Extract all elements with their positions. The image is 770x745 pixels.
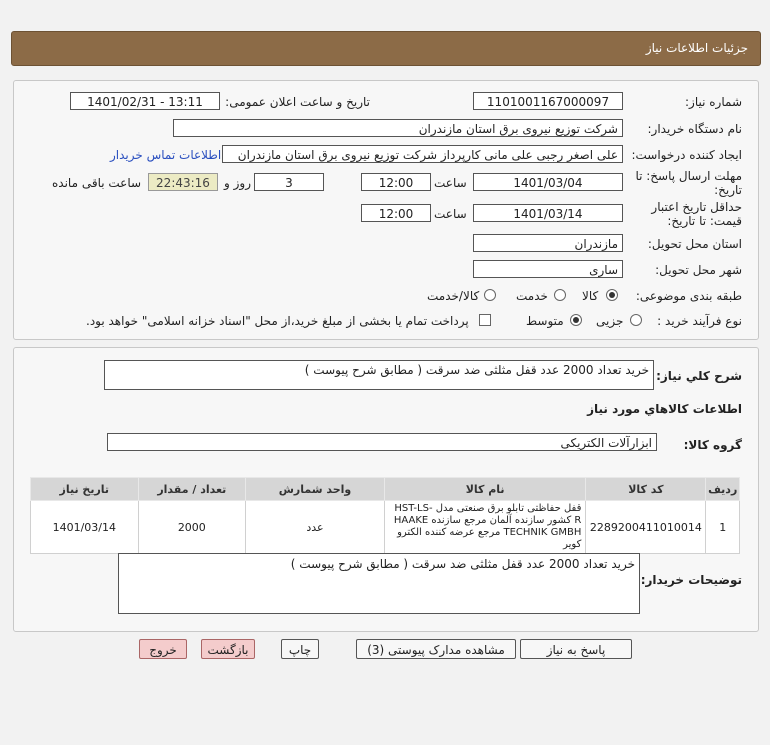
announce-label: تاریخ و ساعت اعلان عمومی: — [225, 95, 370, 109]
buyer-contact-link[interactable]: اطلاعات تماس خریدار — [110, 148, 222, 162]
reply-button[interactable]: پاسخ به نیاز — [520, 639, 632, 659]
col-qty: تعداد / مقدار — [138, 478, 246, 501]
attachments-button[interactable]: مشاهده مدارک پیوستی (3) — [356, 639, 516, 659]
back-button[interactable]: بازگشت — [201, 639, 255, 659]
city-field: ساری — [473, 260, 623, 278]
days-label: روز و — [224, 176, 251, 190]
category-option-goods: کالا — [582, 289, 599, 303]
validity-label: حداقل تاریخ اعتبار — [651, 200, 742, 214]
announce-field: 1401/02/31 - 13:11 — [70, 92, 220, 110]
creator-field: علی اصغر رجبی علی مانی کارپرداز شرکت توزیع نیروی برق استان مازندران — [222, 145, 623, 163]
process-label: نوع فرآیند خرید : — [657, 314, 742, 328]
category-option-service: خدمت — [516, 289, 548, 303]
row-date: 1401/03/14 — [31, 501, 139, 554]
row-qty: 2000 — [138, 501, 246, 554]
remaining-time-field: 22:43:16 — [148, 173, 218, 191]
row-index: 1 — [706, 501, 740, 554]
col-date: تاریخ نیاز — [31, 478, 139, 501]
print-button[interactable]: چاپ — [281, 639, 319, 659]
buyer-notes-field: خرید تعداد 2000 عدد قفل مثلثی ضد سرقت ( مطابق شرح پیوست ) — [118, 553, 640, 614]
remaining-label: ساعت باقی مانده — [52, 176, 142, 190]
validity-label-2: قیمت: تا تاریخ: — [667, 214, 742, 228]
category-option-goods-service: کالا/خدمت — [427, 289, 480, 303]
deadline-label: مهلت ارسال پاسخ: تا — [635, 169, 742, 183]
goods-table — [30, 477, 740, 554]
goods-info-title: اطلاعات کالاهاي مورد نياز — [587, 402, 742, 416]
row-unit: عدد — [246, 501, 385, 554]
validity-date-field: 1401/03/14 — [473, 204, 623, 222]
goods-group-field: ابزارآلات الکتریکی — [107, 433, 657, 451]
treasury-payment-note: پرداخت تمام یا بخشی از مبلغ خرید،از محل "اسناد خزانه اسلامی" خواهد بود. — [86, 314, 469, 328]
page-header — [11, 31, 761, 66]
table-row — [31, 501, 740, 554]
process-radio-medium[interactable] — [570, 314, 582, 326]
category-label: طبقه بندی موضوعی: — [635, 289, 742, 303]
process-option-medium: متوسط — [526, 314, 564, 328]
process-radio-minor[interactable] — [630, 314, 642, 326]
deadline-time-label: ساعت — [434, 176, 467, 190]
col-row: ردیف — [706, 478, 740, 501]
province-label: استان محل تحویل: — [647, 237, 742, 251]
province-field: مازندران — [473, 234, 623, 252]
exit-button[interactable]: خروج — [139, 639, 187, 659]
category-radio-goods-service[interactable] — [484, 289, 496, 301]
goods-group-label: گروه کالا: — [683, 438, 742, 452]
creator-label: ایجاد کننده درخواست: — [631, 148, 742, 162]
row-name: قفل حفاظتی تابلو برق صنعتی مدل HST-LS-R کشور سازنده آلمان مرجع سازنده HAAKE TECHNIK GMBH مرجع عرضه کننده الکترو کویر — [384, 501, 585, 554]
buyer-notes-label: توضیحات خریدار: — [640, 573, 742, 587]
city-label: شهر محل تحویل: — [655, 263, 742, 277]
treasury-payment-checkbox[interactable] — [479, 314, 491, 326]
col-unit: واحد شمارش — [246, 478, 385, 501]
category-radio-service[interactable] — [554, 289, 566, 301]
summary-field: خرید تعداد 2000 عدد قفل مثلثی ضد سرقت ( مطابق شرح پیوست ) — [104, 360, 654, 390]
col-name: نام کالا — [384, 478, 585, 501]
deadline-date-field: 1401/03/04 — [473, 173, 623, 191]
row-code: 2289200411010014 — [586, 501, 706, 554]
category-radio-goods[interactable] — [606, 289, 618, 301]
need-number-label: شماره نیاز: — [685, 95, 742, 109]
process-option-minor: جزیی — [596, 314, 624, 328]
validity-time-label: ساعت — [434, 207, 467, 221]
need-number-field: 1101001167000097 — [473, 92, 623, 110]
validity-time-field: 12:00 — [361, 204, 431, 222]
deadline-label-2: تاریخ: — [714, 183, 742, 197]
page-title: جزئیات اطلاعات نیاز — [645, 41, 748, 55]
deadline-time-field: 12:00 — [361, 173, 431, 191]
col-code: کد کالا — [586, 478, 706, 501]
buyer-org-field: شرکت توزیع نیروی برق استان مازندران — [173, 119, 623, 137]
days-field: 3 — [254, 173, 324, 191]
buyer-org-label: نام دستگاه خریدار: — [647, 122, 742, 136]
summary-label: شرح کلي نياز: — [656, 369, 742, 383]
